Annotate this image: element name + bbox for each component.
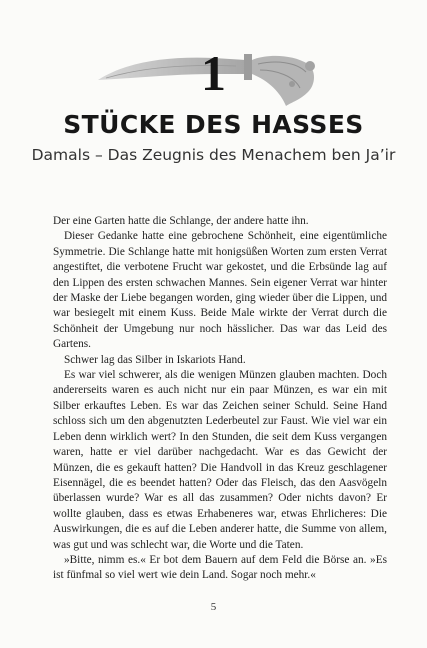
- page-number: 5: [210, 601, 217, 613]
- paragraph: »Bitte, nimm es.« Er bot dem Bauern auf dem Feld die Börse an. »Es ist fünfmal so viel wert wie dein Land. Sogar noch mehr.«: [53, 553, 387, 582]
- paragraph: Dieser Gedanke hatte eine gebrochene Schönheit, eine eigentümliche Symmetrie. Die Schlange hatte mit honigsüßen Worten zum ersten Verrat angestiftet, die verbotene Frucht war gekostet, und die Erbsünde lag auf den Lippen des ersten schwachen Mannes. Sein eigener Verrat war hinter der Maske der Liebe begangen worden, ging wieder über die Lippen, und war besiegelt mit einem Kuss. Beide Male wirkte der Verrat durch die Schönheit der Umgebung nur noch hässlicher. Das war das Leid des Gartens.: [53, 230, 387, 351]
- body-text: [53, 214, 387, 584]
- chapter-title: STÜCKE DES HASSES: [63, 110, 364, 139]
- paragraph: Es war viel schwerer, als die wenigen Münzen glauben machten. Doch andererseits waren es auch nicht nur ein paar Münzen, es war ein mit Silber erkauftes Leben. Es war das Zeichen seiner Schuld. Seine Hand schloss sich um den abgenutzten Lederbeutel zur Faust. Wie viel war ein Leben denn wirklich wert? In den Stunden, die seit dem Kuss vergangen waren, hatte er viel darüber nachgedacht. War es das Gewicht der Münzen, die es gekauft hatten? Die Handvoll in das Kreuz geschlagener Eisennägel, die es beendet hatten? Oder das Fleisch, das den Aasvögeln überlassen wurde? War es all das zusammen? Oder nichts davon? Er wollte glauben, dass es etwas Erhabeneres war, etwas Ehrlicheres: Die Auswirkungen, die es auf die Leben anderer hatte, die Summe von allem, was gut und was schlecht war, die Worte und die Taten.: [53, 369, 387, 551]
- paragraph: Schwer lag das Silber in Iskariots Hand.: [64, 353, 246, 366]
- chapter-subtitle: Damals – Das Zeugnis des Menachem ben Ja’ir: [31, 146, 396, 164]
- chapter-number: 1: [201, 45, 226, 101]
- paragraph: Der eine Garten hatte die Schlange, der andere hatte ihn.: [53, 215, 309, 227]
